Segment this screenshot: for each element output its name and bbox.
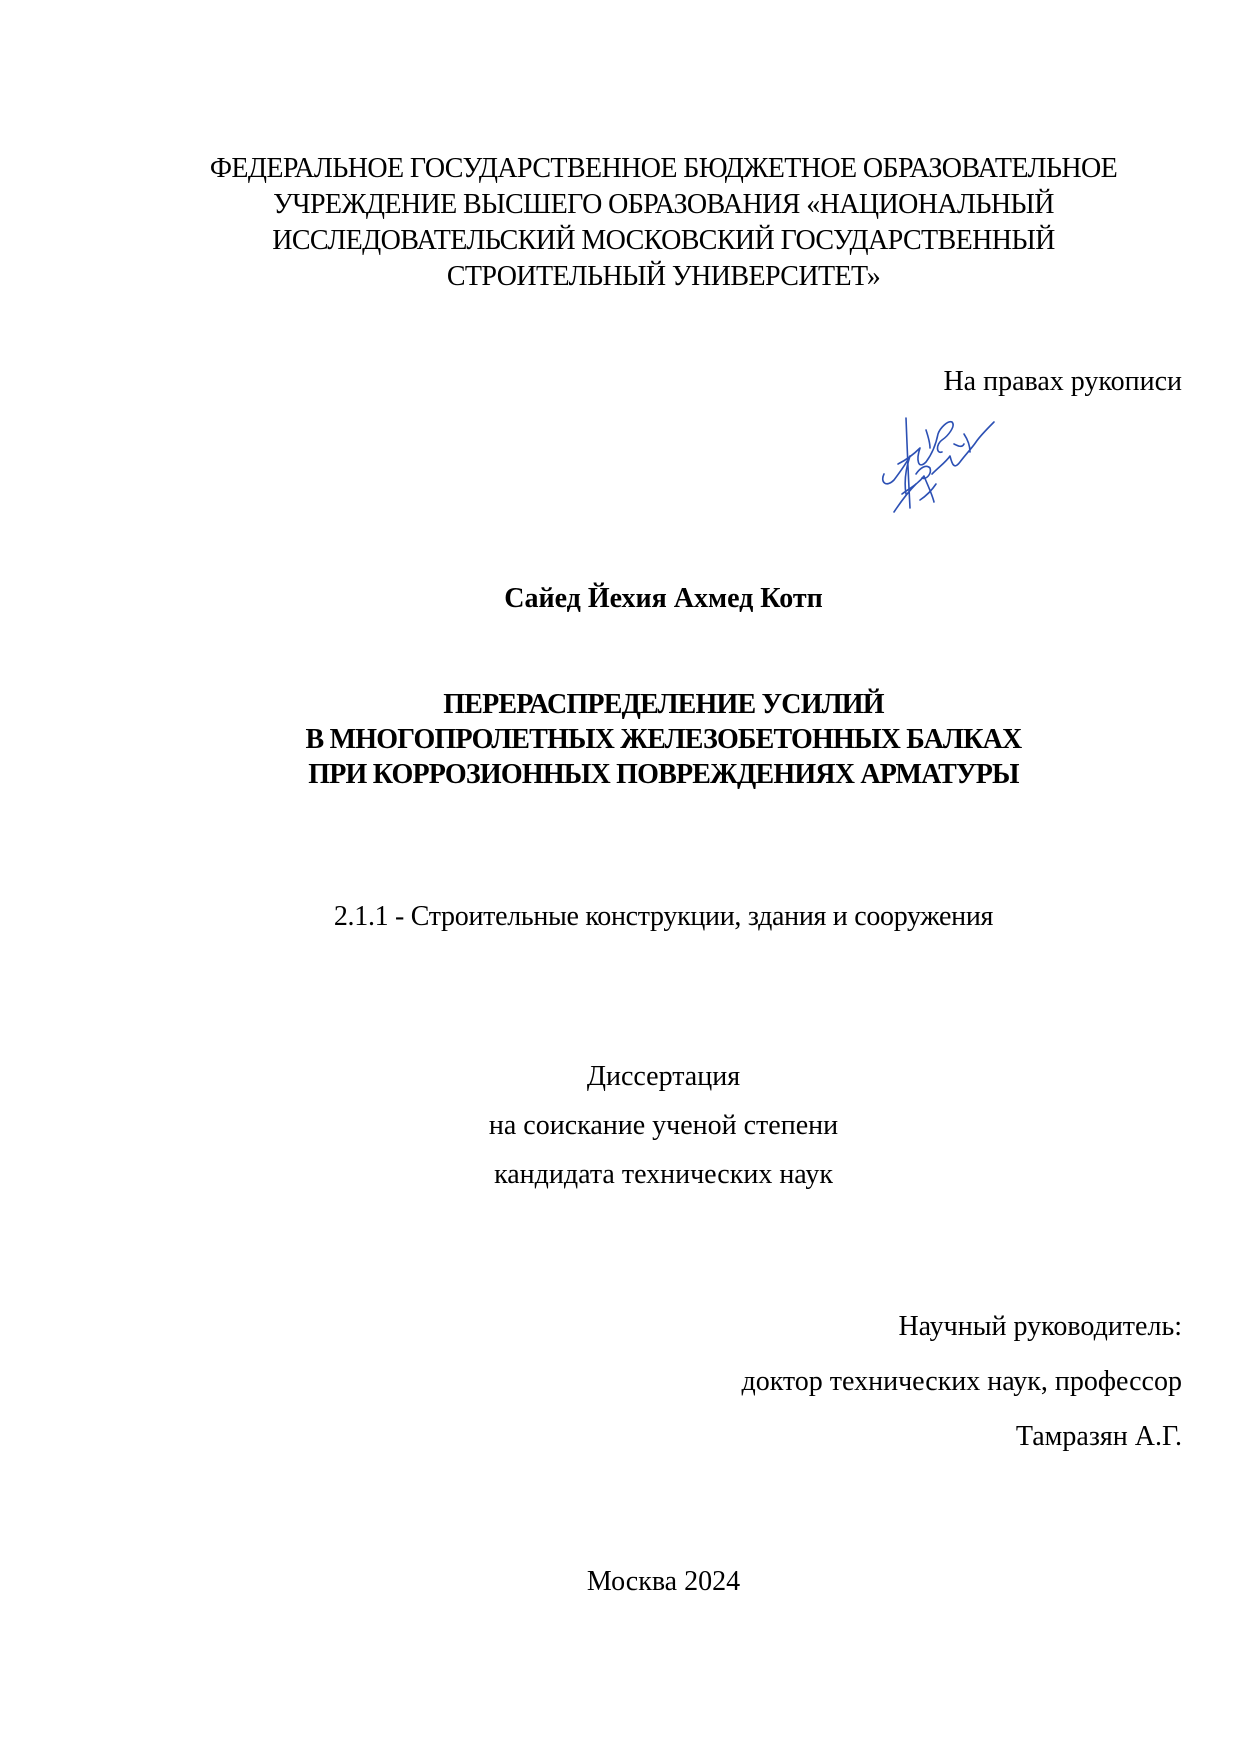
- organization-line: ИССЛЕДОВАТЕЛЬСКИЙ МОСКОВСКИЙ ГОСУДАРСТВЕННЫЙ: [272, 225, 1055, 256]
- organization-line: ФЕДЕРАЛЬНОЕ ГОСУДАРСТВЕННОЕ БЮДЖЕТНОЕ ОБРАЗОВАТЕЛЬНОЕ: [209, 153, 1118, 184]
- title-line: ПРИ КОРРОЗИОННЫХ ПОВРЕЖДЕНИЯХ АРМАТУРЫ: [308, 759, 1019, 790]
- author-name: Сайед Йехия Ахмед Котп: [504, 583, 823, 614]
- degree-line: кандидата технических наук: [494, 1159, 833, 1190]
- degree-line: на соискание ученой степени: [488, 1110, 839, 1141]
- title-line: В МНОГОПРОЛЕТНЫХ ЖЕЛЕЗОБЕТОННЫХ БАЛКАХ: [305, 724, 1022, 755]
- organization-line: УЧРЕЖДЕНИЕ ВЫСШЕГО ОБРАЗОВАНИЯ «НАЦИОНАЛЬНЫЙ: [273, 189, 1054, 220]
- supervisor-block: [741, 1299, 1182, 1464]
- supervisor-label: Научный руководитель:: [898, 1311, 1182, 1342]
- city-year: Москва 2024: [586, 1566, 741, 1597]
- manuscript-note: На правах рукописи: [943, 366, 1182, 397]
- degree-line: Диссертация: [586, 1061, 741, 1092]
- organization-header: [145, 151, 1182, 295]
- organization-line: СТРОИТЕЛЬНЫЙ УНИВЕРСИТЕТ»: [446, 261, 881, 292]
- signature-icon: [876, 404, 1000, 520]
- supervisor-name: Тамразян А.Г.: [1015, 1421, 1182, 1452]
- supervisor-degree: доктор технических наук, профессор: [741, 1366, 1182, 1397]
- specialty-code: 2.1.1 - Строительные конструкции, здания и сооружения: [333, 901, 994, 932]
- dissertation-title: [145, 687, 1182, 792]
- title-line: ПЕРЕРАСПРЕДЕЛЕНИЕ УСИЛИЙ: [443, 689, 884, 720]
- degree-statement: [145, 1052, 1182, 1199]
